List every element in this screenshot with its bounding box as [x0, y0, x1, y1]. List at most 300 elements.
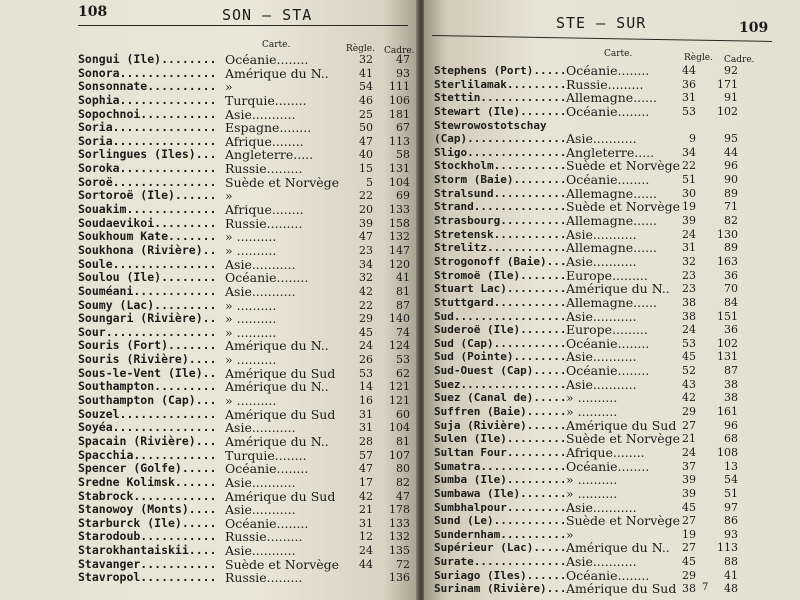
map-name: » ..........: [566, 472, 618, 488]
running-head: STE — SUR: [556, 14, 647, 32]
place-name: Sligo...............: [434, 145, 567, 159]
map-name: Océanie........: [225, 515, 309, 531]
place-name: Stewart (Ile).......: [434, 104, 567, 118]
place-name: Soria...............: [78, 133, 217, 148]
cadre-value: 96: [724, 159, 738, 173]
cadre-value: 86: [724, 514, 738, 528]
place-name: Sortoroë (Ile)......: [78, 188, 217, 203]
place-name: Stromoë (Ile).......: [434, 268, 567, 282]
map-name: Asie...........: [566, 131, 637, 147]
map-name: »: [225, 79, 233, 95]
regle-value: 21: [682, 432, 696, 446]
index-row: [78, 380, 413, 394]
index-row: [434, 255, 744, 269]
cadre-value: 163: [717, 254, 738, 268]
regle-value: 45: [682, 555, 696, 569]
regle-value: 19: [682, 200, 696, 214]
regle-value: 53: [682, 104, 696, 118]
index-row: [78, 530, 413, 544]
place-name: Starokhantaiskii....: [78, 543, 217, 558]
index-row: [434, 78, 744, 92]
cadre-value: 58: [396, 148, 410, 162]
place-name: Souakim.............: [78, 202, 217, 217]
map-name: Allemagne......: [566, 213, 658, 229]
index-row: [78, 517, 413, 531]
place-name: Soungari (Rivière)..: [78, 311, 217, 326]
map-name: Suède et Norvège: [566, 199, 681, 215]
regle-value: 39: [359, 216, 373, 230]
regle-value: 37: [682, 459, 696, 473]
regle-value: 32: [359, 53, 373, 66]
map-name: Allemagne......: [566, 185, 658, 201]
regle-value: 42: [359, 489, 373, 503]
cadre-value: 53: [396, 353, 410, 367]
index-row: [434, 473, 744, 487]
cadre-value: 91: [724, 91, 738, 105]
index-row: [434, 350, 744, 364]
cadre-value: 62: [396, 366, 410, 380]
regle-value: 51: [682, 173, 696, 187]
index-row: [78, 135, 413, 149]
index-row: [78, 53, 413, 67]
place-name: Sundernham..........: [434, 527, 567, 541]
right-page: [424, 0, 800, 600]
place-name: Sous-le-Vent (Ile)..: [78, 365, 217, 380]
map-name: Suède et Norvège: [566, 513, 681, 529]
place-name: Suja (Rivière)......: [434, 418, 567, 432]
place-name: Soukhona (Rivière)..: [78, 242, 217, 257]
place-name: Souzel..............: [78, 406, 217, 421]
map-name: Asie...........: [225, 502, 296, 518]
regle-value: 9: [689, 132, 696, 146]
map-name: Angleterre.....: [225, 147, 314, 163]
place-name: Songui (Ile)........: [78, 52, 217, 66]
map-name: Océanie........: [566, 458, 650, 474]
place-name: Stavanger...........: [78, 556, 217, 571]
cadre-value: 135: [389, 544, 410, 558]
cadre-value: 131: [389, 162, 410, 176]
index-row: [434, 432, 744, 446]
index-row: [78, 121, 413, 135]
index-row: [78, 353, 413, 367]
index-row: [434, 132, 744, 146]
map-name: Europe.........: [566, 322, 648, 338]
map-name: Océanie........: [566, 172, 650, 188]
regle-value: 39: [682, 473, 696, 487]
place-name: Stephens (Port).....: [434, 64, 567, 77]
map-name: Russie.........: [225, 529, 303, 545]
map-name: »: [566, 526, 574, 542]
place-name: Sredne Kolimsk......: [78, 474, 217, 489]
index-row: [434, 228, 744, 242]
map-name: » ..........: [225, 297, 277, 313]
place-name: Strelitz............: [434, 241, 567, 255]
place-name: Stuttgard...........: [434, 295, 567, 309]
index-row: [78, 203, 413, 217]
place-name: Suez................: [434, 377, 567, 391]
map-name: Amérique du N..: [225, 338, 329, 354]
place-name: Stanowoy (Monts)....: [78, 502, 217, 517]
cadre-value: 72: [396, 557, 410, 571]
regle-value: 31: [359, 407, 373, 421]
place-name: Southampton.........: [78, 379, 217, 394]
column-head-cadre: Cadre.: [724, 55, 755, 65]
index-row: [434, 378, 744, 392]
map-name: Asie...........: [225, 283, 296, 299]
map-name: Amérique du N..: [225, 65, 329, 81]
cadre-value: 107: [389, 448, 410, 462]
regle-value: 31: [682, 241, 696, 255]
place-name: Soria...............: [78, 120, 217, 135]
cadre-value: 113: [717, 541, 738, 555]
index-row: [434, 200, 744, 214]
place-name: Strand..............: [434, 200, 567, 214]
cadre-value: 133: [389, 203, 410, 217]
cadre-value: 81: [396, 434, 410, 448]
cadre-value: 161: [717, 405, 738, 419]
map-name: Asie...........: [566, 308, 637, 324]
index-row: [434, 159, 744, 173]
index-row: [78, 476, 413, 490]
index-row: [434, 105, 744, 119]
map-name: Allemagne......: [566, 294, 658, 310]
regle-value: 31: [359, 421, 373, 435]
map-name: Océanie........: [225, 52, 309, 67]
cadre-value: 158: [389, 216, 410, 230]
regle-value: 34: [682, 145, 696, 159]
place-name: Sterlilamak.........: [434, 77, 567, 91]
index-row: [434, 569, 744, 583]
cadre-value: 104: [389, 175, 410, 189]
index-row: [434, 514, 744, 528]
index-row: [434, 364, 744, 378]
cadre-value: 89: [724, 186, 738, 200]
place-name: Sud-Ouest (Cap).....: [434, 364, 567, 378]
map-name: Russie.........: [225, 215, 303, 231]
regle-value: 50: [359, 121, 373, 135]
cadre-value: 48: [724, 582, 738, 596]
map-name: » ..........: [225, 311, 277, 327]
cadre-value: 13: [724, 459, 738, 473]
regle-value: 40: [359, 148, 373, 162]
regle-value: 41: [359, 66, 373, 80]
cadre-value: 151: [717, 309, 738, 323]
place-name: Stretensk...........: [434, 227, 567, 241]
column-head-carte: Carte.: [604, 49, 633, 59]
index-row: [78, 449, 413, 463]
cadre-value: 60: [396, 407, 410, 421]
place-name: Stralsund...........: [434, 186, 567, 200]
cadre-value: 136: [389, 571, 410, 585]
regle-value: 45: [359, 325, 373, 339]
regle-value: 15: [359, 162, 373, 176]
regle-value: 43: [682, 377, 696, 391]
regle-value: 29: [359, 312, 373, 326]
place-name: Sumba (Ile).........: [434, 473, 567, 487]
regle-value: 17: [359, 475, 373, 489]
cadre-value: 131: [717, 350, 738, 364]
regle-value: 24: [682, 323, 696, 337]
place-name: Stockholm...........: [434, 159, 567, 173]
regle-value: 45: [682, 350, 696, 364]
cadre-value: 51: [724, 486, 738, 500]
index-row: [434, 282, 744, 296]
index-row: [434, 446, 744, 460]
index-row: [434, 241, 744, 255]
map-name: Turquie........: [225, 447, 307, 463]
index-row: [78, 230, 413, 244]
place-name: Strogonoff (Baie)...: [434, 254, 567, 268]
cadre-value: 95: [724, 132, 738, 146]
place-name: Soudaevikoi.........: [78, 215, 217, 230]
place-name: Surate..............: [434, 555, 567, 569]
cadre-value: 87: [396, 298, 410, 312]
regle-value: 52: [682, 364, 696, 378]
place-name: Stavropol...........: [78, 570, 217, 585]
place-name: Soule...............: [78, 256, 217, 271]
map-name: Océanie........: [566, 103, 650, 119]
index-row: [434, 541, 744, 555]
cadre-value: 68: [724, 432, 738, 446]
place-name: Sud (Cap)...........: [434, 336, 567, 350]
index-row: [78, 162, 413, 176]
header-rule: [432, 35, 772, 42]
index-row: [78, 435, 413, 449]
place-name: Starburck (Ile).....: [78, 515, 217, 530]
place-name: Sud (Pointe)........: [434, 350, 567, 364]
index-row: [78, 271, 413, 285]
cadre-value: 102: [717, 104, 738, 118]
cadre-value: 178: [389, 503, 410, 517]
place-name: Stettin.............: [434, 91, 567, 105]
place-name: Sud.................: [434, 309, 567, 323]
place-name: Spacchia............: [78, 447, 217, 462]
index-row: [434, 405, 744, 419]
place-name: Strasbourg..........: [434, 214, 567, 228]
map-name: Asie...........: [225, 420, 296, 436]
index-row: [78, 558, 413, 572]
page-number: 109: [739, 20, 769, 36]
index-row: [78, 367, 413, 381]
index-row: [78, 503, 413, 517]
regle-value: 38: [682, 295, 696, 309]
cadre-value: 36: [724, 323, 738, 337]
place-name: Sund (Le)...........: [434, 514, 567, 528]
map-name: Océanie........: [225, 461, 309, 477]
cadre-value: 87: [724, 364, 738, 378]
map-name: Asie...........: [566, 349, 637, 365]
index-row: [434, 419, 744, 433]
cadre-value: 120: [389, 257, 410, 271]
regle-value: 14: [359, 380, 373, 394]
map-name: Afrique........: [225, 133, 304, 149]
place-name: Soyéa...............: [78, 420, 217, 435]
cadre-value: 106: [389, 93, 410, 107]
index-row: [78, 108, 413, 122]
map-name: Angleterre.....: [566, 144, 655, 160]
cadre-value: 89: [724, 241, 738, 255]
index-row: [434, 173, 744, 187]
place-name: Suriago (Iles)......: [434, 568, 567, 582]
cadre-value: 108: [717, 445, 738, 459]
cadre-value: 96: [724, 418, 738, 432]
cadre-value: 130: [717, 227, 738, 241]
regle-value: 24: [359, 544, 373, 558]
index-row: [434, 487, 744, 501]
index-entries: [434, 64, 744, 596]
index-row: [434, 528, 744, 542]
map-name: Amérique du N..: [566, 281, 670, 297]
map-name: Asie...........: [225, 543, 296, 559]
index-row: [434, 64, 744, 78]
regle-value: 23: [682, 268, 696, 282]
regle-value: 47: [359, 134, 373, 148]
place-name: Sumbawa (Ile).......: [434, 486, 567, 500]
column-head-cadre: Cadre.: [384, 46, 415, 56]
place-name: Sultan Four.........: [434, 445, 567, 459]
place-name: Soumy (Lac).........: [78, 297, 217, 312]
map-name: Asie...........: [225, 474, 296, 490]
map-name: Asie...........: [566, 554, 637, 570]
index-row: [78, 394, 413, 408]
regle-value: 22: [359, 189, 373, 203]
index-row: [78, 244, 413, 258]
place-name: Surinam (Rivière)...: [434, 582, 567, 596]
index-row: [78, 421, 413, 435]
index-row: [78, 258, 413, 272]
place-name: Sour................: [78, 324, 217, 339]
place-name: (Cap)...............: [434, 132, 567, 146]
regle-value: 32: [359, 271, 373, 285]
cadre-value: 113: [389, 134, 410, 148]
place-name: Soroka..............: [78, 161, 217, 176]
place-name: Suffren (Baie)......: [434, 405, 567, 419]
index-row: [434, 119, 744, 133]
cadre-value: 171: [717, 77, 738, 91]
map-name: Amérique du Sud: [225, 488, 336, 504]
map-name: Russie.........: [566, 76, 644, 92]
header-rule: [78, 25, 408, 26]
place-name: Sumbhalpour.........: [434, 500, 567, 514]
regle-value: 44: [359, 557, 373, 571]
regle-value: 24: [359, 339, 373, 353]
regle-value: 53: [682, 336, 696, 350]
cadre-value: 80: [396, 462, 410, 476]
map-name: » ..........: [566, 485, 618, 501]
regle-value: 16: [359, 394, 373, 408]
cadre-value: 36: [724, 268, 738, 282]
index-row: [78, 285, 413, 299]
regle-value: 26: [359, 353, 373, 367]
regle-value: 44: [682, 64, 696, 77]
index-row: [434, 555, 744, 569]
cadre-value: 71: [724, 200, 738, 214]
map-name: » ..........: [566, 404, 618, 420]
map-name: Afrique........: [225, 202, 304, 218]
map-name: Asie...........: [566, 253, 637, 269]
cadre-value: 54: [724, 473, 738, 487]
column-head-carte: Carte.: [262, 40, 291, 50]
index-row: [434, 187, 744, 201]
cadre-value: 140: [389, 312, 410, 326]
index-row: [434, 214, 744, 228]
regle-value: 53: [359, 366, 373, 380]
map-name: Océanie........: [225, 270, 309, 286]
place-name: Soulou (Ile)........: [78, 270, 217, 285]
place-name: Souméani............: [78, 283, 217, 298]
cadre-value: 124: [389, 339, 410, 353]
index-row: [434, 460, 744, 474]
regle-value: 22: [682, 159, 696, 173]
index-row: [78, 67, 413, 81]
map-name: Suède et Norvège: [225, 174, 340, 190]
cadre-value: 97: [724, 500, 738, 514]
regle-value: 36: [682, 77, 696, 91]
index-row: [78, 571, 413, 585]
regle-value: 57: [359, 448, 373, 462]
index-row: [78, 326, 413, 340]
map-name: » ..........: [225, 352, 277, 368]
cadre-value: 38: [724, 391, 738, 405]
map-name: Asie...........: [225, 256, 296, 272]
place-name: Sonsonnate..........: [78, 79, 217, 94]
regle-value: 31: [682, 91, 696, 105]
index-row: [78, 148, 413, 162]
regle-value: 24: [682, 227, 696, 241]
index-row: [78, 176, 413, 190]
column-head-regle: Règle.: [684, 53, 713, 63]
cadre-value: 47: [396, 53, 410, 66]
place-name: Supérieur (Lac).....: [434, 541, 567, 555]
cadre-value: 67: [396, 121, 410, 135]
index-row: [78, 462, 413, 476]
map-name: Allemagne......: [566, 90, 658, 106]
regle-value: 45: [682, 500, 696, 514]
regle-value: 27: [682, 541, 696, 555]
place-name: Spencer (Golfe).....: [78, 461, 217, 476]
place-name: Spacain (Rivière)...: [78, 433, 217, 448]
map-name: Turquie........: [225, 92, 307, 108]
map-name: Suède et Norvège: [225, 556, 340, 572]
map-name: Amérique du Sud: [225, 365, 336, 381]
map-name: Amérique du Sud: [566, 417, 677, 433]
cadre-value: 84: [724, 295, 738, 309]
cadre-value: 132: [389, 230, 410, 244]
index-row: [78, 490, 413, 504]
cadre-value: 93: [396, 66, 410, 80]
index-row: [78, 544, 413, 558]
regle-value: 27: [682, 514, 696, 528]
index-row: [78, 217, 413, 231]
place-name: Stewrowostotschay: [434, 118, 547, 132]
regle-value: 27: [682, 418, 696, 432]
place-name: Starodoub...........: [78, 529, 217, 544]
place-name: Sorlingues (Iles)...: [78, 147, 217, 162]
regle-value: 47: [359, 462, 373, 476]
cadre-value: 82: [396, 475, 410, 489]
cadre-value: 147: [389, 243, 410, 257]
index-row: [434, 582, 744, 596]
cadre-value: 44: [724, 145, 738, 159]
regle-value: 29: [682, 405, 696, 419]
place-name: Suderoë (Ile).......: [434, 323, 567, 337]
cadre-value: 74: [396, 325, 410, 339]
regle-value: 34: [359, 257, 373, 271]
map-name: Suède et Norvège: [566, 158, 681, 174]
index-row: [434, 146, 744, 160]
map-name: Allemagne......: [566, 240, 658, 256]
map-name: Afrique........: [566, 444, 645, 460]
